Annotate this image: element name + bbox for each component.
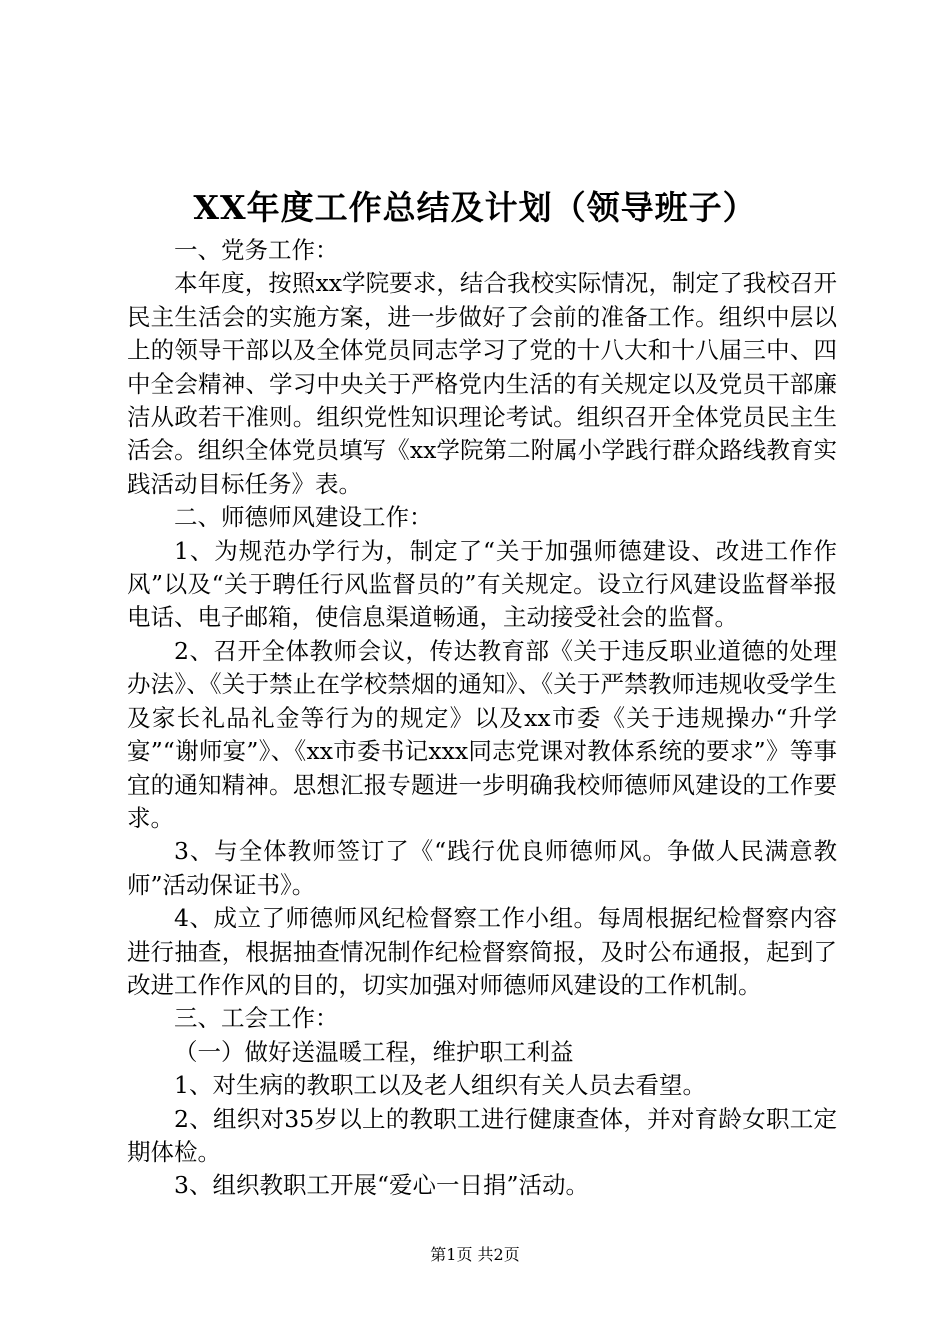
paragraph-ethics-item-1: 1、为规范办学行为，制定了“关于加强师德建设、改进工作作风”以及“关于聘任行风监督员的”有关规定。设立行风建设监督举报电话、电子邮箱，使信息渠道畅通，主动接受社会的监督。 [127,536,837,632]
paragraph-ethics-item-3: 3、与全体教师签订了《“践行优良师德师风。争做人民满意教师”活动保证书》。 [127,837,837,899]
section-heading-teacher-ethics: 二、师德师风建设工作： [174,503,433,532]
section-heading-party-affairs: 一、党务工作： [174,236,339,264]
paragraph-union-item-3: 3、组织教职工开展“爱心一日捐”活动。 [174,1171,589,1200]
subsection-heading-welfare: （一）做好送温暖工程，维护职工利益 [174,1037,574,1066]
paragraph-ethics-item-4: 4、成立了师德师风纪检督察工作小组。每周根据纪检督察内容进行抽查，根据抽查情况制作纪检督察简报，及时公布通报，起到了改进工作作风的目的，切实加强对师德师风建设的工作机制。 [127,904,837,999]
paragraph-party-affairs: 本年度，按照xx学院要求，结合我校实际情况，制定了我校召开民主生活会的实施方案，进一步做好了会前的准备工作。组织中层以上的领导干部以及全体党员同志学习了党的十八大和十八届三中、四中全会精神、学习中央关于严格党内生活的有关规定以及党员干部廉洁从政若干准则。组织党性知识理论考试。组织召开全体党员民主生活会。组织全体党员填写《xx学院第二附属小学践行群众路线教育实践活动目标任务》表。 [127,269,837,498]
paragraph-ethics-item-2: 2、召开全体教师会议，传达教育部《关于违反职业道德的处理办法》、《关于禁止在学校禁烟的通知》、《关于严禁教师违规收受学生及家长礼品礼金等行为的规定》以及xx市委《关于违规操办“升学宴”“谢师宴”》、《xx市委书记xxx同志党课对教体系统的要求”》等事宜的通知精神。思想汇报专题进一步明确我校师德师风建设的工作要求。 [127,636,837,832]
document-title: XX年度工作总结及计划（领导班子） [193,188,757,227]
section-heading-union: 三、工会工作： [174,1004,339,1033]
document-body [127,234,837,1203]
paragraph-union-item-2: 2、组织对35岁以上的教职工进行健康查体，并对育龄女职工定期体检。 [127,1104,837,1166]
page-number-footer: 第1页 共2页 [430,1245,520,1264]
paragraph-union-item-1: 1、对生病的教职工以及老人组织有关人员去看望。 [174,1071,706,1100]
